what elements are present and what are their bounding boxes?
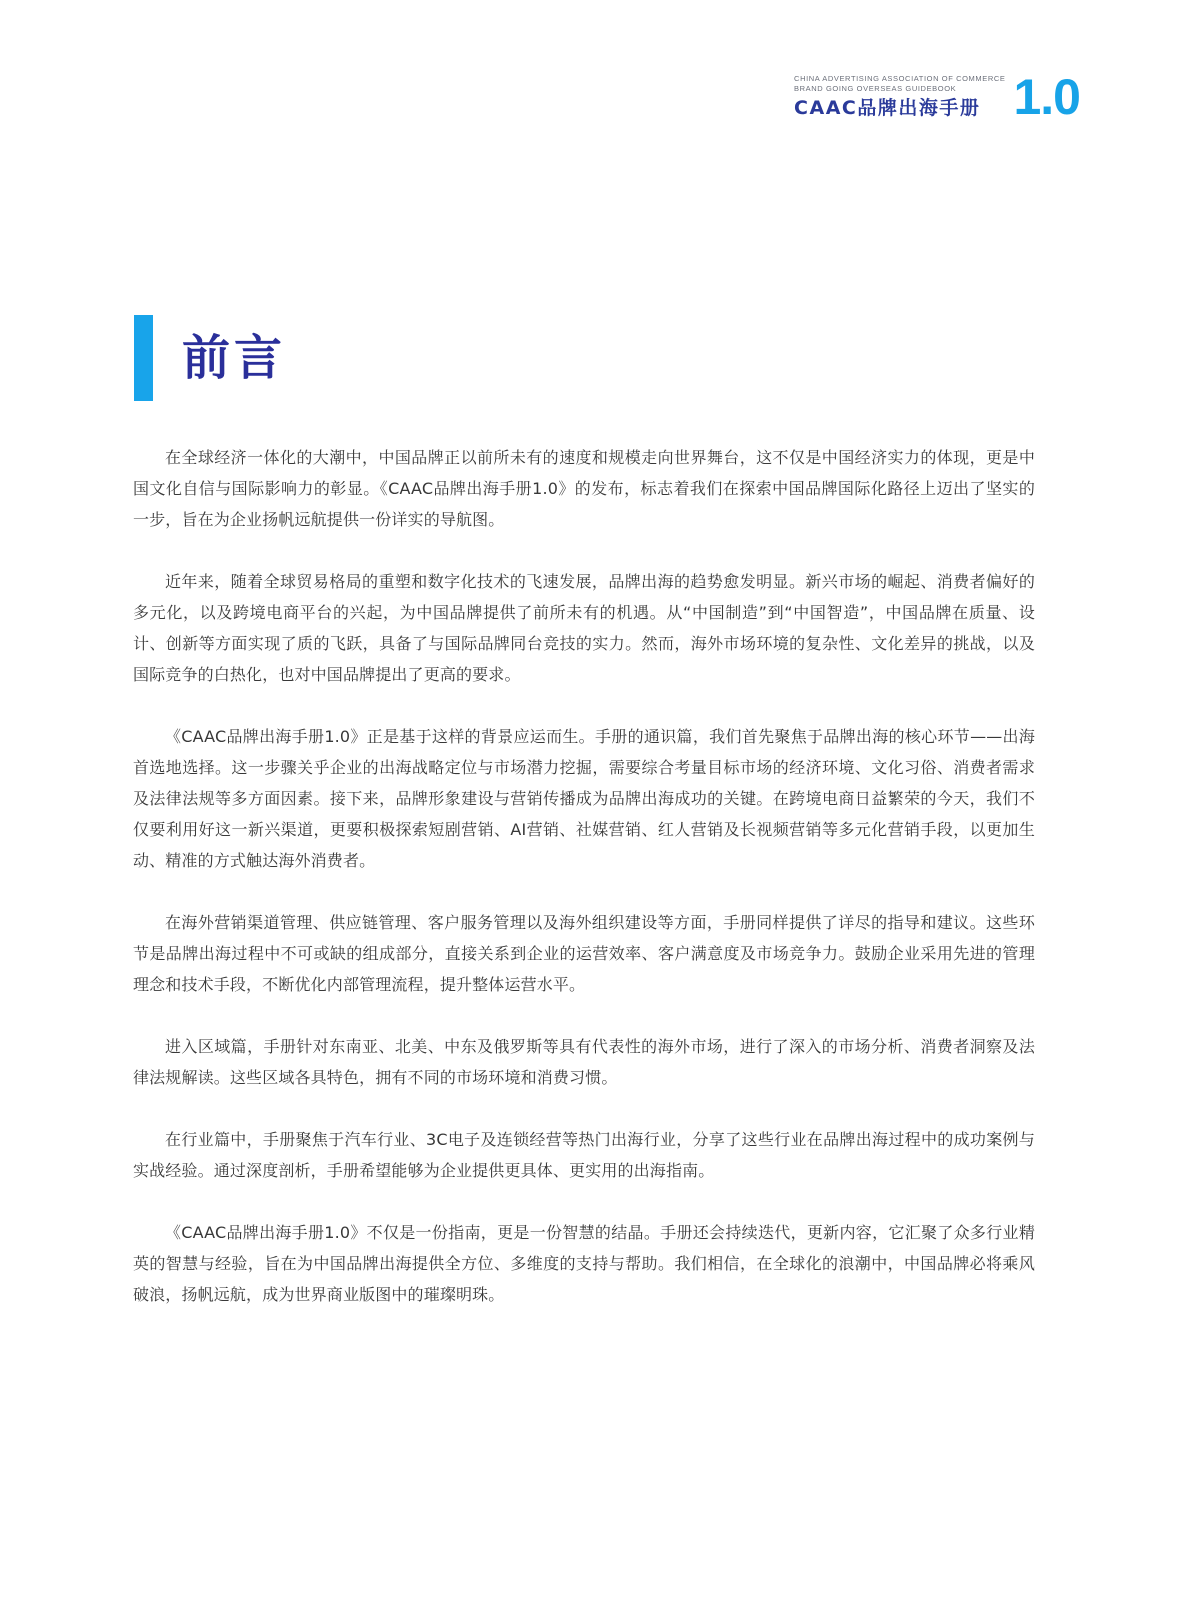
header-version: 1.0 xyxy=(1013,69,1080,125)
paragraph-6: 在行业篇中，手册聚焦于汽车行业、3C电子及连锁经营等热门出海行业，分享了这些行业在品牌出海过程中的成功案例与实战经验。通过深度剖析，手册希望能够为企业提供更具体、更实用的出海指南。 xyxy=(133,1130,1035,1180)
paragraph-7: 《CAAC品牌出海手册1.0》不仅是一份指南，更是一份智慧的结晶。手册还会持续迭代，更新内容，它汇聚了众多行业精英的智慧与经验，旨在为中国品牌出海提供全方位、多维度的支持与帮助。我们相信，在全球化的浪潮中，中国品牌必将乘风破浪，扬帆远航，成为世界商业版图中的璀璨明珠。 xyxy=(133,1223,1035,1304)
paragraph-1: 在全球经济一体化的大潮中，中国品牌正以前所未有的速度和规模走向世界舞台，这不仅是中国经济实力的体现，更是中国文化自信与国际影响力的彰显。《CAAC品牌出海手册1.0》的发布，标志着我们在探索中国品牌国际化路径上迈出了坚实的一步，旨在为企业扬帆远航提供一份详实的导航图。 xyxy=(133,448,1035,529)
paragraph-5: 进入区域篇，手册针对东南亚、北美、中东及俄罗斯等具有代表性的海外市场，进行了深入的市场分析、消费者洞察及法律法规解读。这些区域各具特色，拥有不同的市场环境和消费习惯。 xyxy=(133,1037,1035,1087)
header-title: CAAC品牌出海手册 xyxy=(794,97,981,119)
paragraph-3: 《CAAC品牌出海手册1.0》正是基于这样的背景应运而生。手册的通识篇，我们首先聚焦于品牌出海的核心环节——出海首选地选择。这一步骤关乎企业的出海战略定位与市场潜力挖掘，需要综合考量目标市场的经济环境、文化习俗、消费者需求及法律法规等多方面因素。接下来，品牌形象建设与营销传播成为品牌出海成功的关键。在跨境电商日益繁荣的今天，我们不仅要利用好这一新兴渠道，更要积极探索短剧营销、AI营销、社媒营销、红人营销及长视频营销等多元化营销手段，以更加生动、精准的方式触达海外消费者。 xyxy=(133,727,1035,870)
header-logo xyxy=(794,69,1080,125)
body-content xyxy=(133,442,1035,1341)
section-heading xyxy=(134,315,286,401)
page-title: 前言 xyxy=(182,330,287,386)
paragraph-2: 近年来，随着全球贸易格局的重塑和数字化技术的飞速发展，品牌出海的趋势愈发明显。新兴市场的崛起、消费者偏好的多元化，以及跨境电商平台的兴起，为中国品牌提供了前所未有的机遇。从“中国制造”到“中国智造”，中国品牌在质量、设计、创新等方面实现了质的飞跃，具备了与国际品牌同台竞技的实力。然而，海外市场环境的复杂性、文化差异的挑战，以及国际竞争的白热化，也对中国品牌提出了更高的要求。 xyxy=(133,572,1035,684)
header-subtitle-line1: CHINA ADVERTISING ASSOCIATION OF COMMERCE xyxy=(794,74,1006,83)
heading-accent-bar xyxy=(134,315,153,401)
header-subtitle-line2: BRAND GOING OVERSEAS GUIDEBOOK xyxy=(794,84,957,93)
paragraph-4: 在海外营销渠道管理、供应链管理、客户服务管理以及海外组织建设等方面，手册同样提供了详尽的指导和建议。这些环节是品牌出海过程中不可或缺的组成部分，直接关系到企业的运营效率、客户满意度及市场竞争力。鼓励企业采用先进的管理理念和技术手段，不断优化内部管理流程，提升整体运营水平。 xyxy=(133,913,1035,994)
header-text-block xyxy=(794,74,1005,120)
